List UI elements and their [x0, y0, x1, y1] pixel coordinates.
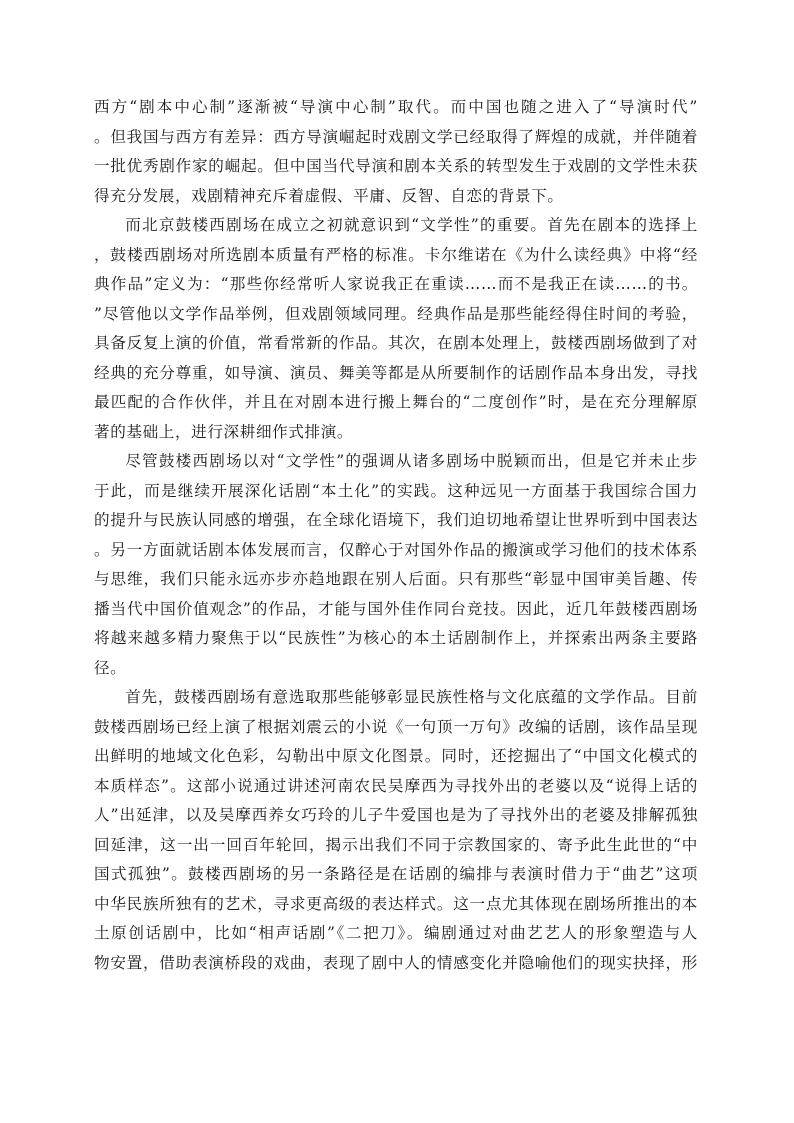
text-line: 与思维，我们只能永远亦步亦趋地跟在别人后面。只有那些“彰显中国审美旨趣、传 — [94, 570, 698, 588]
text-line: 西方“剧本中心制”逐渐被“导演中心制”取代。而中国也随之进入了“导演时代” — [94, 98, 698, 116]
text-line: ”尽管他以文学作品举例，但戏剧领域同理。经典作品是那些能经得住时间的考验， — [94, 304, 698, 323]
text-line: 。但我国与西方有差异：西方导演崛起时戏剧文学已经取得了辉煌的成就，并伴随着 — [94, 127, 698, 146]
text-line: 国式孤独”。鼓楼西剧场的另一条路径是在话剧的编排与表演时借力于“曲艺”这项 — [94, 865, 698, 883]
text-line: 播当代中国价值观念”的作品，才能与国外佳作同台竞技。因此，近几年鼓楼西剧场 — [94, 599, 698, 618]
text-line: 首先，鼓楼西剧场有意选取那些能够彰显民族性格与文化底蕴的文学作品。目前 — [125, 688, 698, 706]
paragraph-1 — [94, 93, 698, 211]
text-line: 最匹配的合作伙伴，并且在对剧本进行搬上舞台的“二度创作”时，是在充分理解原 — [94, 393, 698, 411]
text-line: 典作品”定义为：“那些你经常听人家说我正在重读……而不是我正在读……的书。 — [94, 275, 698, 293]
text-line: 的提升与民族认同感的增强，在全球化语境下，我们迫切地希望让世界听到中国表达 — [94, 511, 698, 529]
text-line: ，鼓楼西剧场对所选剧本质量有严格的标准。卡尔维诺在《为什么读经典》中将“经 — [94, 245, 698, 264]
text-line: 鼓楼西剧场已经上演了根据刘震云的小说《一句顶一万句》改编的话剧，该作品呈现 — [94, 717, 698, 736]
text-line: 而北京鼓楼西剧场在成立之初就意识到“文学性”的重要。首先在剧本的选择上 — [125, 216, 698, 234]
text-line: 本质样态”。这部小说通过讲述河南农民吴摩西为寻找外出的老婆以及“说得上话的 — [94, 776, 698, 795]
text-line: 于此，而是继续开展深化话剧“本土化”的实践。这种远见一方面基于我国综合国力 — [94, 481, 698, 500]
text-line: 土原创话剧中，比如“相声话剧”《二把刀》。编剧通过对曲艺艺人的形象塑造与人 — [94, 924, 698, 942]
paragraph-4 — [94, 683, 698, 978]
text-line: 尽管鼓楼西剧场以对“文学性”的强调从诸多剧场中脱颖而出，但是它并未止步 — [125, 452, 698, 470]
text-line: 人”出延津，以及吴摩西养女巧玲的儿子牛爱国也是为了寻找外出的老婆及排解孤独 — [94, 806, 698, 824]
text-line: 回延津，这一出一回百年轮回，揭示出我们不同于宗教国家的、寄予此生此世的“中 — [94, 835, 698, 854]
paragraph-2 — [94, 211, 698, 447]
text-line: 得充分发展，戏剧精神充斥着虚假、平庸、反智、自恋的背景下。 — [94, 186, 564, 205]
text-line: 径。 — [94, 658, 127, 677]
text-line: 。另一方面就话剧本体发展而言，仅醉心于对国外作品的搬演或学习他们的技术体系 — [94, 540, 698, 559]
text-line: 中华民族所独有的艺术，寻求更高级的表达样式。这一点尤其体现在剧场所推出的本 — [94, 894, 698, 913]
article-body — [94, 93, 698, 978]
paragraph-3 — [94, 447, 698, 683]
text-line: 将越来越多精力聚焦于以“民族性”为核心的本土话剧制作上，并探索出两条主要路 — [94, 629, 698, 647]
text-line: 著的基础上，进行深耕细作式排演。 — [94, 422, 354, 441]
text-line: 物安置，借助表演桥段的戏曲，表现了剧中人的情感变化并隐喻他们的现实抉择，形 — [94, 953, 698, 972]
text-line: 经典的充分尊重，如导演、演员、舞美等都是从所要制作的话剧作品本身出发，寻找 — [94, 363, 698, 382]
text-line: 一批优秀剧作家的崛起。但中国当代导演和剧本关系的转型发生于戏剧的文学性未获 — [94, 157, 698, 175]
text-line: 出鲜明的地域文化色彩，勾勒出中原文化图景。同时，还挖掘出了“中国文化模式的 — [94, 747, 698, 765]
text-line: 具备反复上演的价值，常看常新的作品。其次，在剧本处理上，鼓楼西剧场做到了对 — [94, 334, 698, 352]
